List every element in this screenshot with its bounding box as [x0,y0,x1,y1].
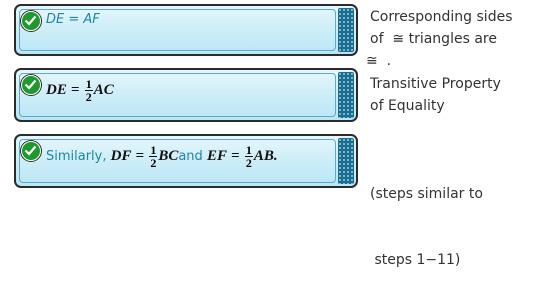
fraction-denominator: 2 [245,156,252,170]
fraction-denominator: 2 [150,156,157,170]
reason-text: of [370,31,384,47]
reason-text: triangles are [408,31,497,47]
reason-line: of Equality [370,98,445,114]
statement-math [46,144,278,169]
reason-line [366,50,513,72]
math-lhs: EF [206,148,227,164]
step-row-2[interactable] [14,68,358,122]
reason-line: Corresponding sides [370,9,513,25]
math-lhs: DF [110,148,132,164]
math-rhs: AB. [253,148,278,164]
reason-text: . [386,53,392,69]
reason-line: steps 1−11) [370,252,461,268]
statement-conjunction: and [178,149,203,164]
fraction-numerator: 1 [150,143,157,157]
reason-line: Transitive Property [370,76,501,92]
step-row-3[interactable] [14,134,358,188]
statement-prefix: Similarly, [46,149,107,164]
statement-text: DE = AF [46,12,100,27]
math-equals: = [135,148,145,164]
step-row-1[interactable] [14,4,358,56]
math-rhs: AC [93,82,114,98]
drag-handle[interactable] [338,138,354,184]
drag-handle[interactable] [338,8,354,52]
fraction [245,144,253,169]
fraction-numerator: 1 [85,77,92,91]
check-icon [21,11,41,31]
math-rhs: BC [158,148,179,164]
math-equals: = [70,82,80,98]
reason-3 [370,139,483,293]
check-icon [21,141,41,161]
fraction [149,144,157,169]
reason-line [370,28,513,50]
check-icon [21,75,41,95]
reason-2 [370,73,501,117]
fraction-denominator: 2 [85,90,92,104]
fraction-numerator: 1 [245,143,252,157]
math-equals: = [231,148,240,164]
statement-math [46,78,114,103]
congruent-symbol: ≅ [366,53,378,69]
congruent-symbol: ≅ [392,31,405,47]
math-lhs: DE [46,82,67,98]
reason-line: (steps similar to [370,186,483,202]
drag-handle[interactable] [338,72,354,118]
reason-1 [366,6,513,72]
fraction [85,78,93,103]
